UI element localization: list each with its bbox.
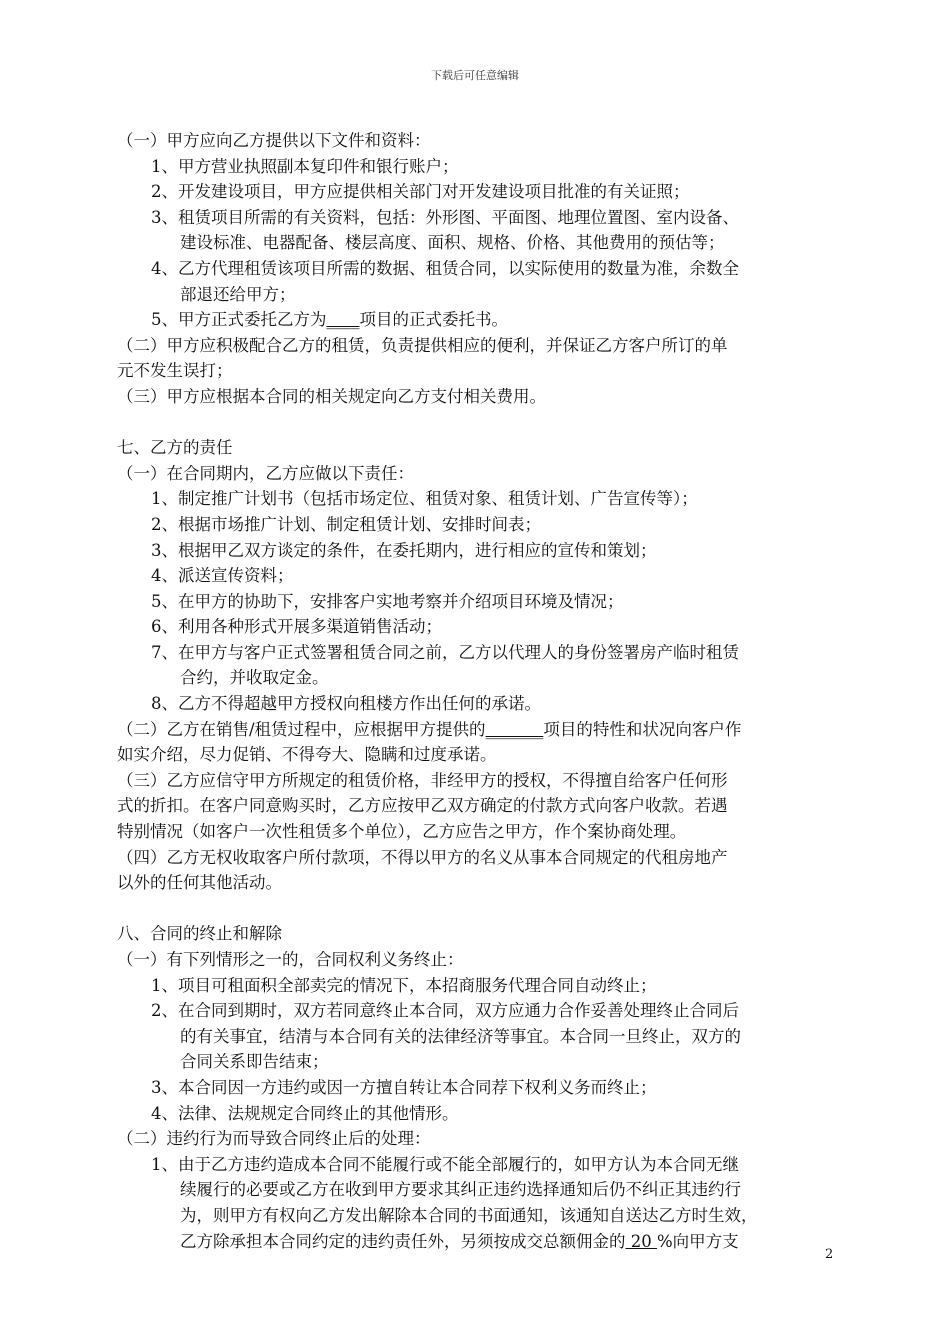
text-line	[117, 921, 842, 947]
line-text: 5、在甲方的协助下，安排客户实地考察并介绍项目环境及情况；	[151, 591, 624, 611]
document-body	[117, 128, 842, 1254]
text-line	[117, 665, 842, 691]
line-text: 4、乙方代理租赁该项目所需的数据、租赁合同，以实际使用的数量为准，余数全	[151, 258, 739, 278]
text-line	[117, 589, 842, 615]
line-text: 1、制定推广计划书（包括市场定位、租赁对象、租赁计划、广告宣传等）；	[151, 489, 698, 509]
blank-line	[117, 896, 842, 922]
fill-in-blank: 20	[625, 1231, 657, 1251]
line-text: （三）乙方应信守甲方所规定的租赁价格，非经甲方的授权，不得擅自给客户任何形	[117, 770, 728, 790]
line-text: 1、由于乙方违约造成本合同不能履行或不能全部履行的，如甲方认为本合同无继	[151, 1154, 739, 1174]
line-text: 6、利用各种形式开展多渠道销售活动；	[151, 617, 442, 637]
line-text: （二）乙方在销售/租赁过程中，应根据甲方提供的	[117, 719, 486, 739]
text-line	[117, 282, 842, 308]
text-line	[117, 768, 842, 794]
text-line	[117, 538, 842, 564]
text-line	[117, 819, 842, 845]
line-text-after: 项目的正式委托书。	[359, 310, 508, 330]
text-line	[117, 691, 842, 717]
text-line	[117, 870, 842, 896]
text-line	[117, 614, 842, 640]
text-line	[117, 205, 842, 231]
text-line	[117, 1075, 842, 1101]
line-text: （一）在合同期内，乙方应做以下责任：	[117, 463, 414, 483]
page-number: 2	[825, 1247, 834, 1262]
blank-line	[117, 410, 842, 436]
text-line	[117, 461, 842, 487]
fill-in-blank: ____	[326, 310, 360, 330]
text-line	[117, 333, 842, 359]
text-line	[117, 486, 842, 512]
text-line	[117, 230, 842, 256]
text-line	[117, 307, 842, 333]
text-line	[117, 640, 842, 666]
line-text: 七、乙方的责任	[117, 438, 233, 458]
line-text: 如实介绍，尽力促销、不得夸大、隐瞒和过度承诺。	[117, 745, 497, 765]
text-line	[117, 1177, 842, 1203]
line-text: 乙方除承担本合同约定的违约责任外，另须按成交总额佣金的	[180, 1231, 626, 1251]
line-text: 7、在甲方与客户正式签署租赁合同之前，乙方以代理人的身份签署房产临时租赁	[151, 642, 739, 662]
line-text: 2、在合同到期时，双方若同意终止本合同，双方应通力合作妥善处理终止合同后	[151, 1001, 739, 1021]
line-text: 8、乙方不得超越甲方授权向租楼方作出任何的承诺。	[151, 694, 541, 714]
text-line	[117, 1101, 842, 1127]
line-text: 合同关系即告结束；	[180, 1052, 329, 1072]
text-line	[117, 845, 842, 871]
text-line	[117, 1152, 842, 1178]
line-text: 八、合同的终止和解除	[117, 924, 282, 944]
line-text: 特别情况（如客户一次性租赁多个单位），乙方应告之甲方，作个案协商处理。	[117, 822, 687, 842]
text-line	[117, 128, 842, 154]
line-text: 2、开发建设项目，甲方应提供相关部门对开发建设项目批准的有关证照；	[151, 182, 690, 202]
line-text: 3、租赁项目所需的有关资料，包括：外形图、平面图、地理位置图、室内设备、	[151, 207, 739, 227]
line-text: 元不发生误打；	[117, 361, 233, 381]
line-text: 的有关事宜，结清与本合同有关的法律经济等事宜。本合同一旦终止，双方的	[180, 1026, 741, 1046]
line-text: 1、甲方营业执照副本复印件和银行账户；	[151, 156, 459, 176]
line-text: （二）违约行为而导致合同终止后的处理：	[117, 1129, 431, 1149]
line-text: 部退还给甲方；	[180, 284, 296, 304]
text-line	[117, 1049, 842, 1075]
text-line	[117, 973, 842, 999]
line-text: 3、本合同因一方违约或因一方擅自转让本合同荐下权利义务而终止；	[151, 1077, 657, 1097]
line-text: 4、派送宣传资料；	[151, 566, 294, 586]
line-text: 合约，并收取定金。	[180, 668, 329, 688]
line-text: （四）乙方无权收取客户所付款项，不得以甲方的名义从事本合同规定的代租房地产	[117, 847, 728, 867]
text-line	[117, 793, 842, 819]
line-text-after: 项目的特性和状况向客户作	[543, 719, 742, 739]
text-line	[117, 358, 842, 384]
line-text: 式的折扣。在客户同意购买时，乙方应按甲乙双方确定的付款方式向客户收款。若遇	[117, 796, 728, 816]
text-line	[117, 1024, 842, 1050]
line-text: （一）甲方应向乙方提供以下文件和资料：	[117, 131, 431, 150]
fill-in-blank: _______	[485, 719, 544, 739]
text-line	[117, 998, 842, 1024]
text-line	[117, 717, 842, 743]
line-text-after: %向甲方支	[657, 1231, 739, 1251]
line-text: 以外的任何其他活动。	[117, 873, 282, 893]
text-line	[117, 384, 842, 410]
text-line	[117, 1203, 842, 1229]
line-text: 1、项目可租面积全部卖完的情况下，本招商服务代理合同自动终止；	[151, 975, 657, 995]
text-line	[117, 563, 842, 589]
text-line	[117, 947, 842, 973]
text-line	[117, 154, 842, 180]
text-line	[117, 1229, 842, 1255]
line-text: 建设标准、电器配备、楼层高度、面积、规格、价格、其他费用的预估等；	[180, 233, 725, 253]
line-text: （二）甲方应积极配合乙方的租赁，负责提供相应的便利，并保证乙方客户所订的单	[117, 335, 728, 355]
text-line	[117, 742, 842, 768]
line-text: 为，则甲方有权向乙方发出解除本合同的书面通知，该通知自送达乙方时生效，	[180, 1205, 758, 1225]
text-line	[117, 512, 842, 538]
line-text: 3、根据甲乙双方谈定的条件，在委托期内，进行相应的宣传和策划；	[151, 540, 657, 560]
text-line	[117, 435, 842, 461]
line-text: （三）甲方应根据本合同的相关规定向乙方支付相关费用。	[117, 386, 546, 406]
page-header: 下载后可任意编辑	[431, 69, 519, 82]
line-text: 4、法律、法规规定合同终止的其他情形。	[151, 1103, 459, 1123]
line-text: 5、甲方正式委托乙方为	[151, 310, 327, 330]
text-line	[117, 1126, 842, 1152]
text-line	[117, 256, 842, 282]
line-text: 续履行的必要或乙方在收到甲方要求其纠正违约选择通知后仍不纠正其违约行	[180, 1180, 741, 1200]
text-line	[117, 179, 842, 205]
line-text: 2、根据市场推广计划、制定租赁计划、安排时间表；	[151, 514, 541, 534]
line-text: （一）有下列情形之一的，合同权利义务终止：	[117, 950, 464, 969]
